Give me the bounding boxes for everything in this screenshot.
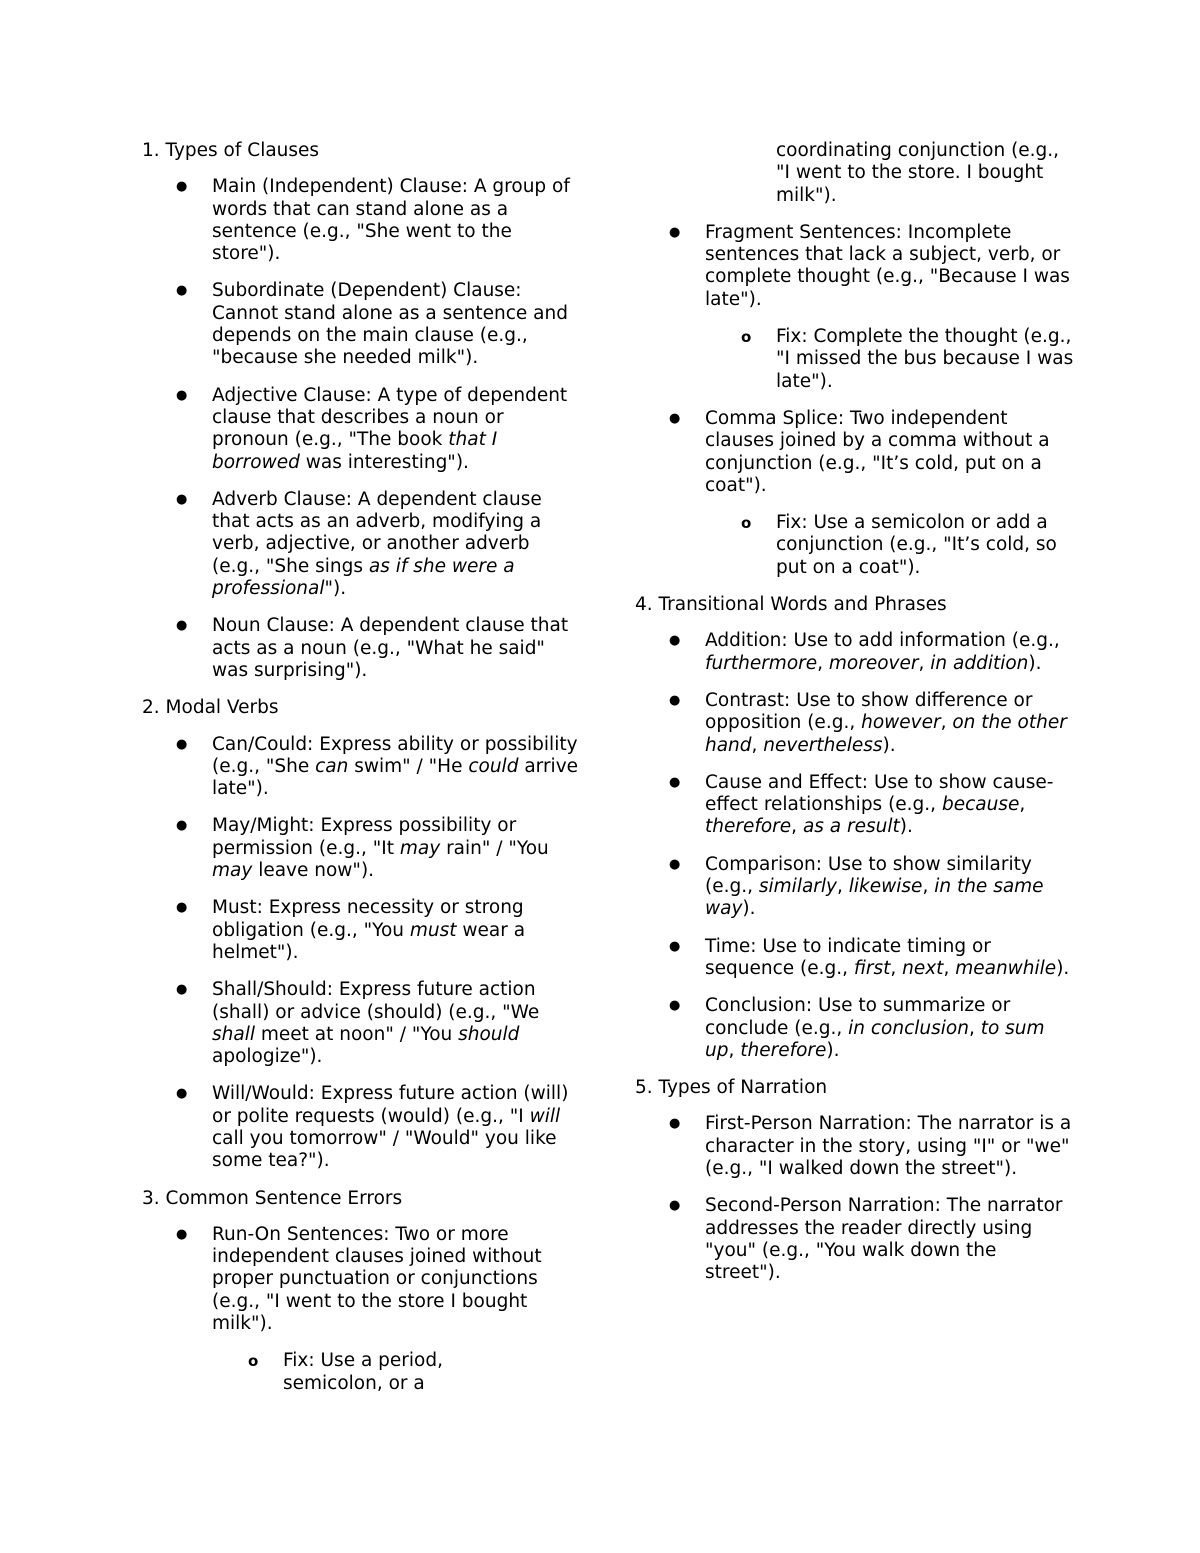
example-italic: as a result [802,816,900,838]
list-item [142,1224,582,1395]
item-text: swim" / "He [348,755,469,777]
item-label: May/Might: [212,815,315,837]
example-italic: will [529,1105,561,1127]
example-italic: may [399,837,441,859]
item-text: , [728,1039,741,1061]
example-italic: because [941,794,1020,816]
example-italic: furthermore [705,652,818,674]
section-title: Common Sentence Errors [165,1187,403,1209]
item-text: Cannot stand alone as a sentence and depends on the main clause (e.g., "because she needed milk"). [212,302,568,369]
fix-text: Use a period, semicolon, or a [283,1350,443,1394]
item-text: Express possibility or permission (e.g., "It [212,815,517,859]
item-text: , [791,816,803,838]
bullet-icon: ● [669,856,681,872]
item-text: Express future action (shall) or advice (should) (e.g., "We [212,979,540,1023]
sub-bullet-icon: o [741,328,752,347]
section-heading-types-of-narration [635,1077,1075,1099]
modal-verbs-list [142,734,582,1173]
example-italic: as if she were a professional [212,555,515,600]
example-italic: nevertheless [763,734,883,756]
bullet-icon: ● [176,491,188,507]
list-item [142,897,582,964]
item-text: was interesting"). [299,451,469,473]
fix-item [705,512,1076,579]
section-heading-modal-verbs [142,697,582,719]
item-text: arrive late"). [212,755,579,800]
list-item [635,630,1075,675]
item-label: Run-On Sentences: [212,1223,390,1245]
item-text: , [918,652,931,674]
bullet-icon: ● [669,692,681,708]
list-item [142,615,582,682]
item-label: Comma Splice: [705,407,845,429]
section-number: 5. [635,1077,653,1099]
item-text: Two independent clauses joined by a comma without a conjunction (e.g., "It’s cold, put on a coat"). [705,407,1050,496]
item-label: Conclusion: [705,995,813,1017]
bullet-icon: ● [669,1198,681,1214]
item-label: Subordinate (Dependent) Clause: [212,280,522,302]
bullet-icon: ● [176,818,188,834]
fix-text: Use a semicolon or add a conjunction (e.g., "It’s cold, so put on a coat"). [776,512,1057,578]
sentence-errors-list-continued [635,222,1075,579]
item-text: Express necessity or strong obligation (e.g., "You [212,897,524,941]
item-text: Express ability or possibility (e.g., "She [212,733,578,777]
item-text: Incomplete sentences that lack a subject, verb, or complete thought (e.g., "Because I was late"). [705,221,1070,310]
item-text: rain" / "You [440,837,549,859]
fix-list [705,326,1075,393]
bullet-icon: ● [176,900,188,916]
item-text: , [817,652,829,674]
bullet-icon: ● [176,1086,188,1102]
item-text: wear a helmet"). [212,919,526,963]
item-text: , [943,957,956,979]
item-text: Use to show similarity (e.g., [705,853,1032,898]
list-item [635,854,1075,921]
example-italic: could [468,755,519,777]
section-heading-transitional-words [635,594,1075,616]
item-text: meet at noon" / "You [254,1023,459,1045]
example-italic: on the other hand [705,712,1067,756]
section-title: Types of Narration [658,1077,828,1099]
bullet-icon: ● [669,224,681,240]
bullet-icon: ● [669,410,681,426]
bullet-icon: ● [176,179,188,195]
item-label: Adjective Clause: [212,384,372,406]
fix-item [212,1350,513,1395]
item-text: , [1019,794,1026,816]
bullet-icon: ● [176,982,188,998]
list-item [142,489,582,600]
bullet-icon: ● [669,633,681,649]
right-column [635,140,1075,1299]
item-label: Noun Clause: [212,615,335,637]
sentence-errors-list [142,1224,582,1395]
item-text: A dependent clause that acts as an adverb, modifying a verb, adjective, or another adverb (e.g., "She sings [212,488,542,577]
example-italic: in addition [930,652,1029,674]
example-italic: however [861,712,941,734]
example-italic: to sum up [705,1017,1045,1061]
list-item [142,280,582,369]
item-text: ). [882,734,896,756]
item-label: Contrast: [705,689,791,711]
item-text: call you tomorrow" / "Would" you like some tea?"). [212,1127,557,1172]
item-text: A group of words that can stand alone as a sentence (e.g., "She went to the store"). [212,176,570,265]
fix-label: Fix: [776,326,808,348]
item-text: Use to show difference or opposition (e.g., [705,689,1033,734]
item-text: A dependent clause that acts as a noun (e.g., "What he said" was surprising"). [212,615,569,681]
item-label: Addition: [705,630,788,652]
example-italic: first [853,957,891,979]
item-text: leave now"). [252,860,375,882]
item-text: Use to summarize or conclude (e.g., [705,995,1011,1039]
section-title: Modal Verbs [165,697,279,719]
example-italic: may [212,860,253,882]
bullet-icon: ● [669,938,681,954]
item-text: The narrator addresses the reader directly using "you" (e.g., "You walk down the street"). [705,1195,1063,1284]
list-item [635,995,1075,1062]
fix-label: Fix: [283,1350,315,1372]
section-title: Types of Clauses [165,140,320,161]
left-column [142,140,582,1410]
item-label: Must: [212,897,263,919]
item-text: ). [826,1039,840,1061]
item-text: ). [899,816,913,838]
bullet-icon: ● [669,1116,681,1132]
example-italic: can [315,755,349,777]
fix-list [705,512,1075,579]
item-text: A type of dependent clause that describes a noun or pronoun (e.g., "The book [212,384,568,451]
narration-list [635,1113,1075,1284]
bullet-icon: ● [669,998,681,1014]
fix-label: Fix: [776,512,808,534]
section-title: Transitional Words and Phrases [658,594,947,616]
fix-continuation: coordinating conjunction (e.g., "I went to the store. I bought milk"). [776,140,1060,206]
example-italic: therefore [740,1039,827,1061]
example-italic: likewise [848,876,923,898]
bullet-icon: ● [176,736,188,752]
item-label: Adverb Clause: [212,488,353,510]
list-item [142,1083,582,1172]
fix-text: Complete the thought (e.g., "I missed the bus because I was late"). [776,326,1074,392]
list-item [635,408,1075,579]
example-italic: must [409,919,457,941]
item-label: Second-Person Narration: [705,1195,941,1217]
bullet-icon: ● [176,387,188,403]
item-label: Comparison: [705,853,822,875]
bullet-icon: ● [176,1226,188,1242]
item-text: Use to show cause-effect relationships (e.g., [705,771,1054,816]
example-italic: meanwhile [955,957,1057,979]
fix-list [212,1350,582,1395]
item-text: , [751,734,764,756]
item-text: Use to add information (e.g., [793,630,1060,652]
item-text: , [837,876,849,898]
item-text: , [890,957,903,979]
example-italic: similarly [758,876,837,898]
item-text: ). [1028,652,1042,674]
sub-bullet-icon: o [248,1352,259,1371]
section-number: 3. [142,1187,160,1209]
item-label: First-Person Narration: [705,1113,912,1135]
item-text: ). [742,898,756,920]
bullet-icon: ● [176,618,188,634]
section-heading-types-of-clauses [142,140,582,162]
item-label: Fragment Sentences: [705,221,902,243]
example-italic: in the same way [705,876,1044,920]
item-text: ). [1056,957,1070,979]
list-item [635,222,1075,393]
item-text: , [922,876,935,898]
example-italic: therefore [705,816,792,838]
list-item [142,385,582,474]
item-text: "). [324,578,347,600]
item-text: Use to indicate timing or sequence (e.g., [705,935,991,979]
sub-bullet-icon: o [741,514,752,533]
item-label: Cause and Effect: [705,771,869,793]
list-item [142,734,582,801]
section-number: 2. [142,697,160,719]
list-item [635,1195,1075,1284]
bullet-icon: ● [669,774,681,790]
section-number: 4. [635,594,653,616]
example-italic: moreover [828,652,919,674]
list-item [635,936,1075,981]
list-item [635,1113,1075,1180]
item-label: Will/Would: [212,1083,315,1105]
item-text: apologize"). [212,1046,323,1068]
item-text: , [968,1017,981,1039]
item-text: Two or more independent clauses joined without proper punctuation or conjunctions (e.g., "I went to the store I bought milk"). [212,1223,542,1335]
section-heading-common-sentence-errors [142,1188,582,1210]
bullet-icon: ● [176,283,188,299]
item-label: Shall/Should: [212,979,333,1001]
example-italic: in conclusion [848,1017,969,1039]
list-item [142,176,582,265]
list-item [142,815,582,882]
item-label: Can/Could: [212,733,314,755]
list-item [635,772,1075,839]
clause-types-list [142,176,582,682]
item-text: Express future action (will) or polite requests (would) (e.g., "I [212,1083,569,1127]
transitions-list [635,630,1075,1062]
example-italic: next [902,957,944,979]
item-label: Time: [705,935,757,957]
example-italic: shall [212,1023,255,1045]
fix-item [705,326,1076,393]
item-text: , [940,712,953,734]
item-label: Main (Independent) Clause: [212,176,468,198]
list-item [635,690,1075,757]
example-italic: that I borrowed [212,429,498,473]
list-item [142,979,582,1068]
example-italic: should [458,1023,520,1045]
item-text: The narrator is a character in the story, using "I" or "we" (e.g., "I walked down the street"). [705,1113,1072,1179]
section-number: 1. [142,140,160,161]
